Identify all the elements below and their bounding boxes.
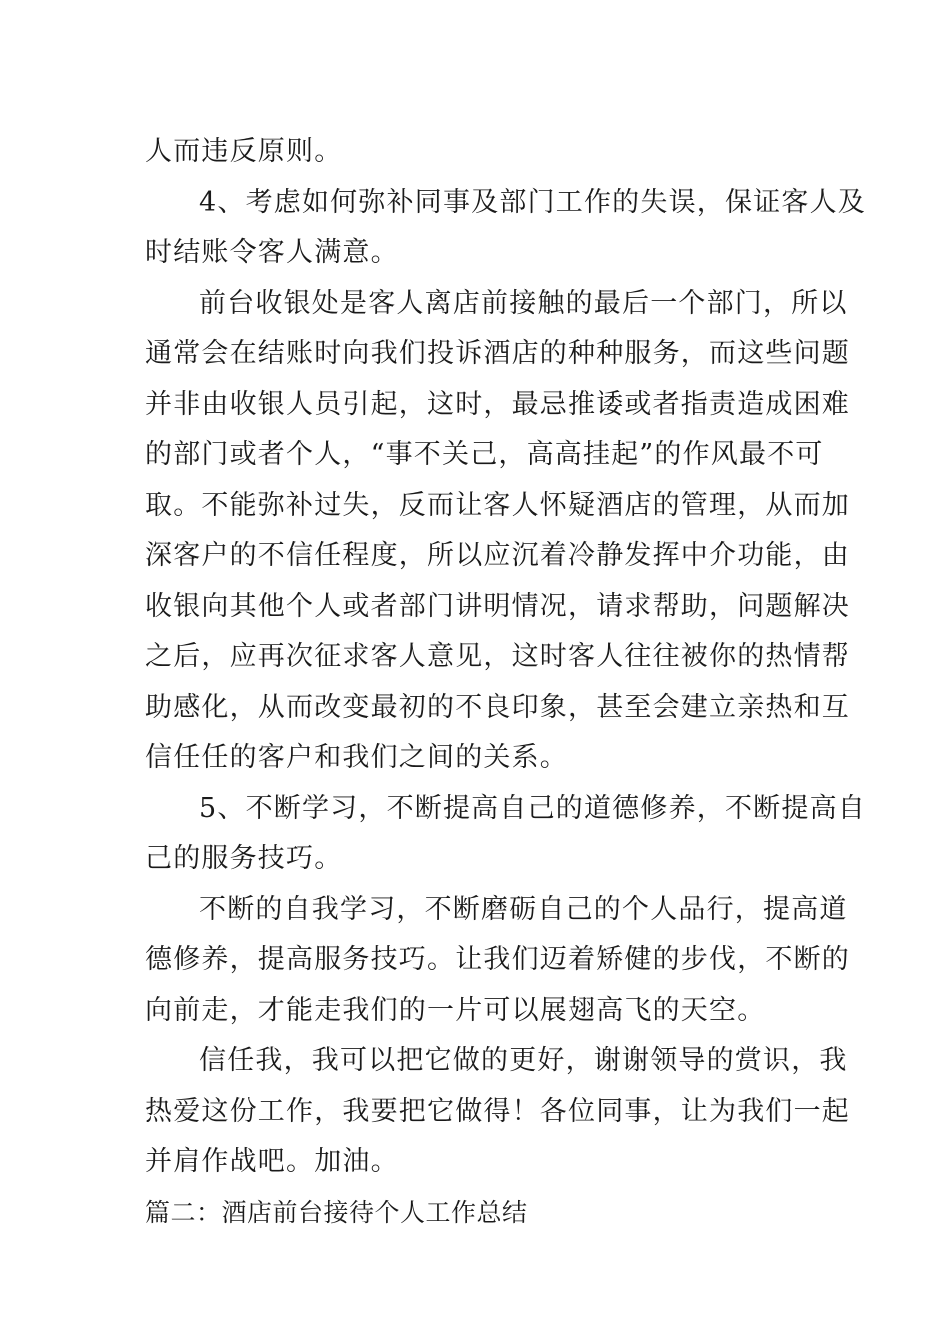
text-line: 通常会在结账时向我们投诉酒店的种种服务，而这些问题 [145,338,850,369]
paragraph-start: 不断的自我学习，不断磨砺自己的个人品行，提高道 [199,893,848,925]
text-line: 向前走，才能走我们的一片可以展翅高飞的天空。 [145,994,766,1026]
text-line: 的部门或者个人，“事不关己，高高挂起”的作风最不可 [145,439,824,470]
text-line: 并非由收银人员引起，这时，最忌推诿或者指责造成困难 [145,388,850,420]
text-line: 时结账令客人满意。 [145,237,399,268]
text-line: 助感化，从而改变最初的不良印象，甚至会建立亲热和互 [145,691,850,723]
body-text [145,127,866,1238]
text-line: 深客户的不信任程度，所以应沉着冷静发挥中介功能，由 [145,540,850,571]
paragraph-start: 前台收银处是客人离店前接触的最后一个部门，所以 [199,287,848,319]
list-item-5: 5、不断学习，不断提高自己的道德修养，不断提高自 [199,792,866,824]
text-line: 人而违反原则。 [145,136,343,167]
text-line: 并肩作战吧。加油。 [145,1146,399,1177]
text-line: 收银向其他个人或者部门讲明情况，请求帮助，问题解决 [145,590,850,622]
list-item-4: 4、考虑如何弥补同事及部门工作的失误，保证客人及 [199,186,866,218]
text-line: 德修养，提高服务技巧。让我们迈着矫健的步伐，不断的 [145,944,850,975]
paragraph-start: 信任我，我可以把它做的更好，谢谢领导的赏识，我 [199,1045,848,1076]
text-line: 取。不能弥补过失，反而让客人怀疑酒店的管理，从而加 [145,489,850,521]
section-heading: 篇二：酒店前台接待个人工作总结 [145,1197,528,1227]
text-line: 热爱这份工作，我要把它做得！各位同事，让为我们一起 [145,1095,850,1127]
text-line: 己的服务技巧。 [145,843,343,874]
text-line: 之后，应再次征求客人意见，这时客人往往被你的热情帮 [145,641,850,672]
text-line: 信任任的客户和我们之间的关系。 [145,742,568,773]
